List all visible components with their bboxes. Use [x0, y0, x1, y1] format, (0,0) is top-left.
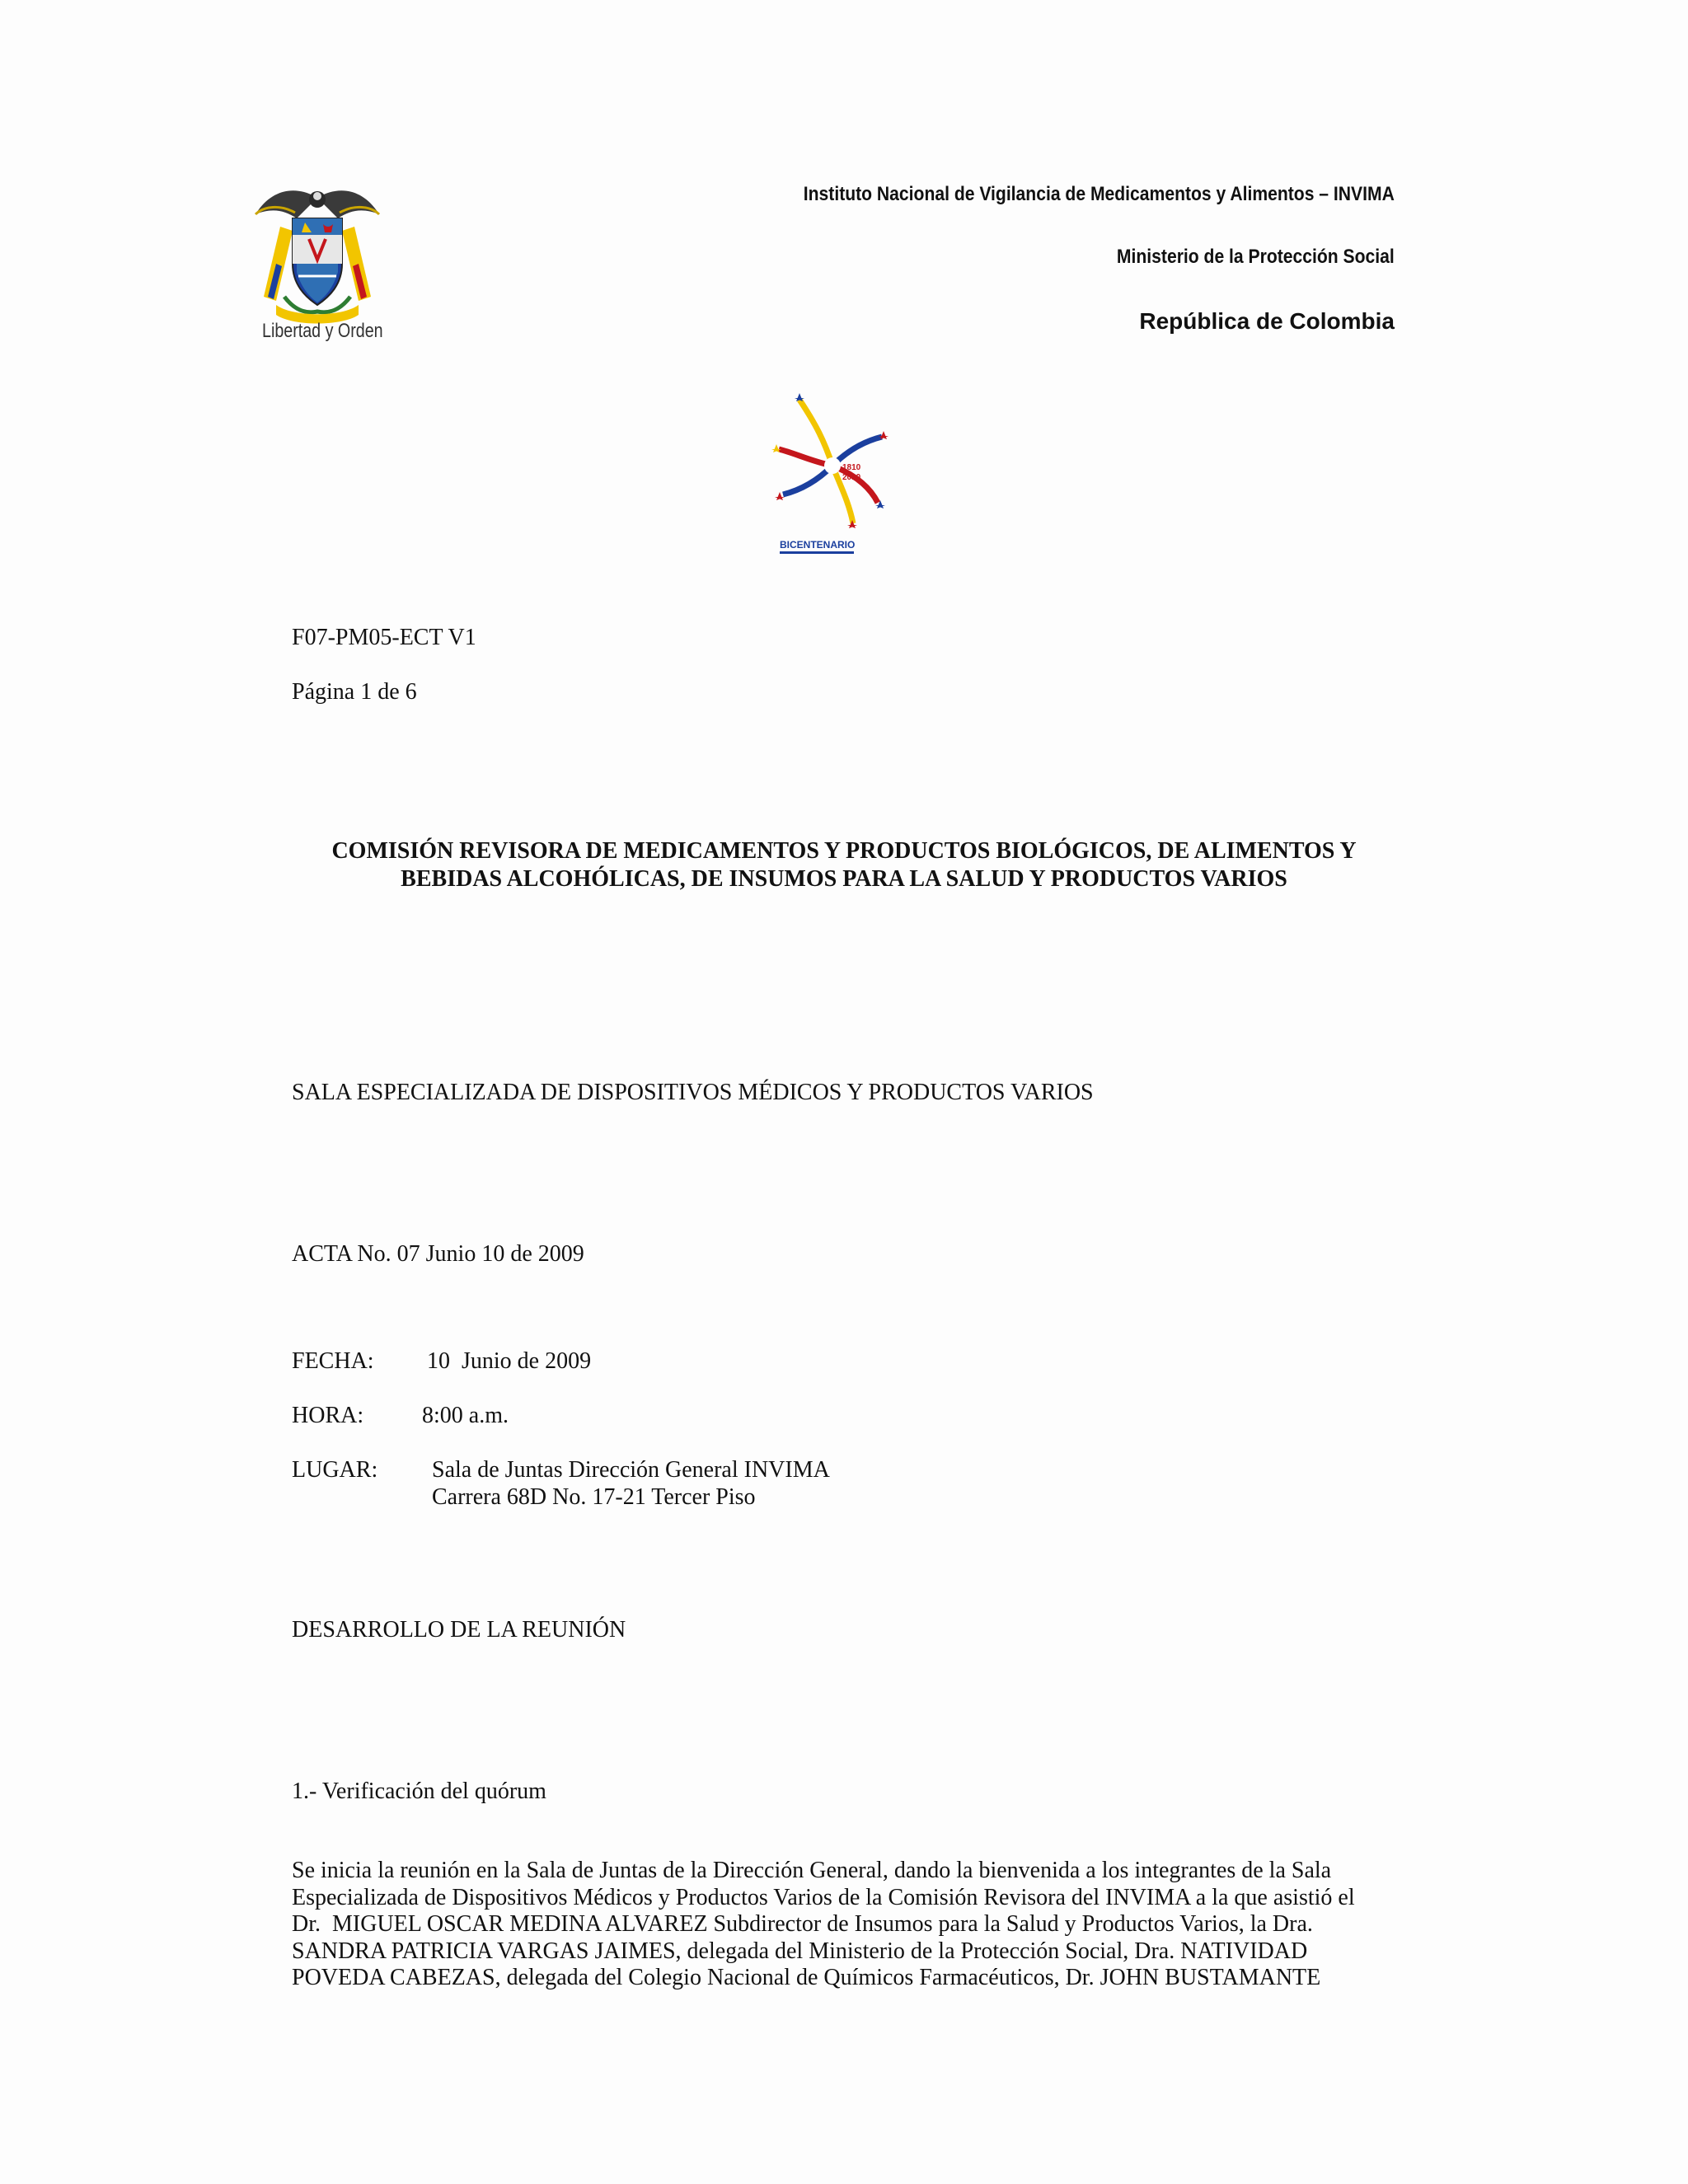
ministry-name: Ministerio de la Protección Social — [1117, 246, 1395, 268]
quorum-paragraph — [292, 1858, 1429, 1992]
bicentenario-year-start: 1810 — [842, 463, 861, 472]
document-title — [292, 837, 1396, 893]
coat-of-arms-motto: Libertad y Orden — [262, 320, 383, 342]
page-number: Página 1 de 6 — [292, 679, 417, 705]
hora-label: HORA: — [292, 1403, 364, 1428]
acta-number: ACTA No. 07 Junio 10 de 2009 — [292, 1241, 584, 1267]
document-code: F07-PM05-ECT V1 — [292, 625, 476, 650]
document-title-line-1: COMISIÓN REVISORA DE MEDICAMENTOS Y PRODUCTOS BIOLÓGICOS, DE ALIMENTOS Y — [331, 838, 1357, 864]
institute-name: Instituto Nacional de Vigilancia de Medicamentos y Alimentos – INVIMA — [803, 183, 1395, 205]
lugar-line-2: Carrera 68D No. 17-21 Tercer Piso — [432, 1484, 756, 1510]
bicentenario-logo — [767, 387, 898, 560]
lugar-label: LUGAR: — [292, 1457, 378, 1483]
sala-heading: SALA ESPECIALIZADA DE DISPOSITIVOS MÉDICOS Y PRODUCTOS VARIOS — [292, 1080, 1094, 1105]
paragraph-line: SANDRA PATRICIA VARGAS JAIMES, delegada del Ministerio de la Protección Social, Dra. NATIVIDAD — [292, 1938, 1308, 1964]
hora-value: 8:00 a.m. — [422, 1403, 509, 1428]
fecha-label: FECHA: — [292, 1348, 374, 1374]
bicentenario-year-end: 2010 — [842, 473, 861, 482]
paragraph-line: POVEDA CABEZAS, delegada del Colegio Nacional de Químicos Farmacéuticos, Dr. JOHN BUSTAMANTE — [292, 1965, 1321, 1990]
document-title-line-2: BEBIDAS ALCOHÓLICAS, DE INSUMOS PARA LA SALUD Y PRODUCTOS VARIOS — [401, 866, 1287, 892]
item1-heading: 1.- Verificación del quórum — [292, 1779, 546, 1804]
bicentenario-star-swirl-icon — [767, 387, 898, 560]
section-heading: DESARROLLO DE LA REUNIÓN — [292, 1617, 626, 1643]
fecha-value: 10 Junio de 2009 — [427, 1348, 592, 1374]
paragraph-line: Dr. MIGUEL OSCAR MEDINA ALVAREZ Subdirector de Insumos para la Salud y Productos Varios, la Dra. — [292, 1911, 1313, 1937]
paragraph-line: Se inicia la reunión en la Sala de Juntas de la Dirección General, dando la bienvenida a los integrantes de la Sala — [292, 1858, 1332, 1883]
lugar-line-1: Sala de Juntas Dirección General INVIMA — [432, 1457, 830, 1483]
paragraph-line: Especializada de Dispositivos Médicos y Productos Varios de la Comisión Revisora del INVIMA a la que asistió el — [292, 1884, 1355, 1910]
bicentenario-label: BICENTENARIO — [780, 539, 856, 551]
country-name: República de Colombia — [1139, 308, 1395, 334]
